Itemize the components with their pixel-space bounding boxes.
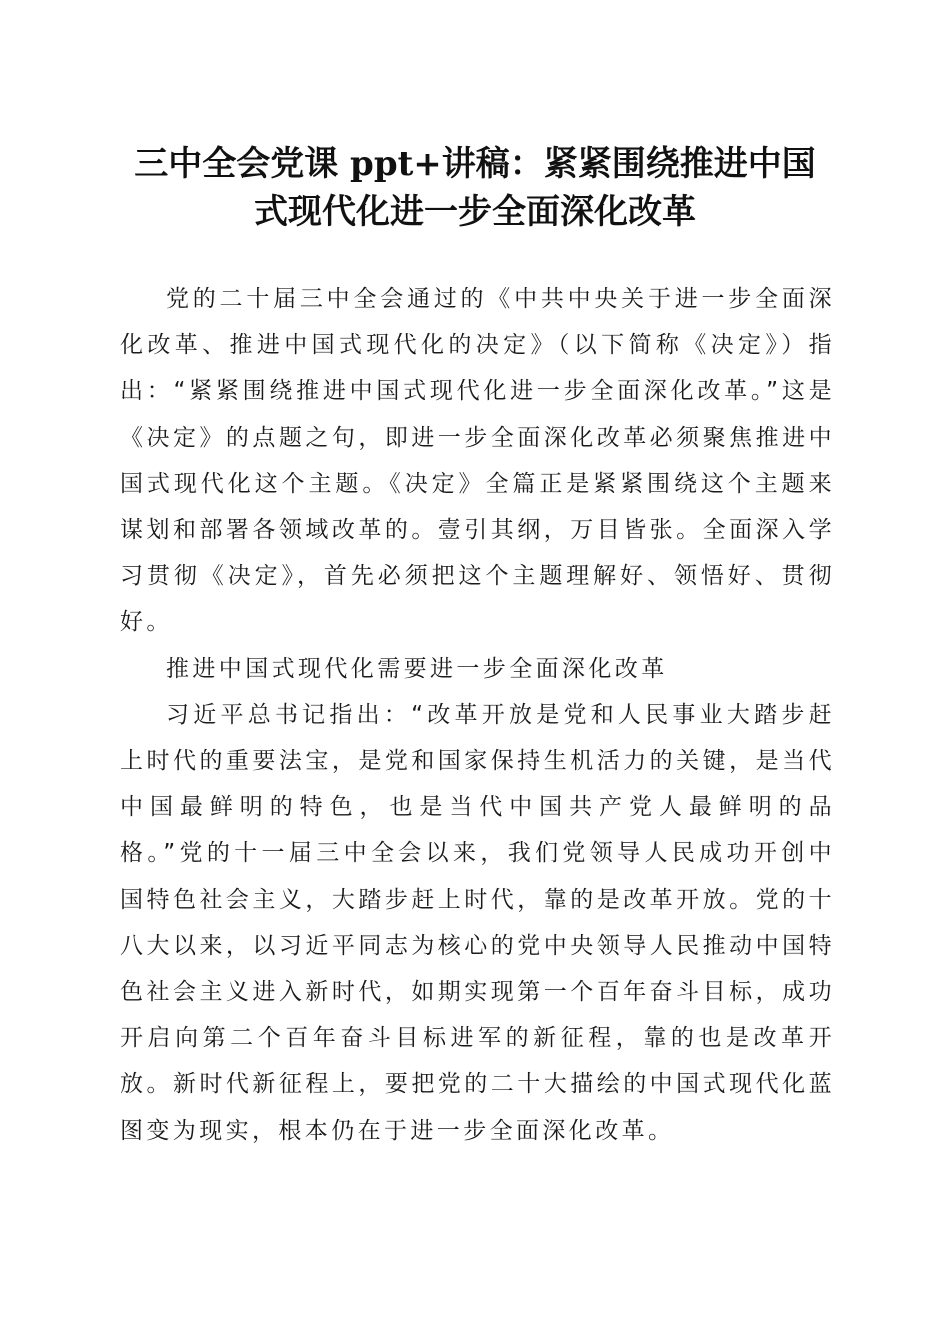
title-line-2: 式现代化进一步全面深化改革	[254, 192, 696, 232]
title-line-1: 三中全会党课 ppt+讲稿：紧紧围绕推进中国	[134, 144, 816, 184]
paragraph-intro: 党的二十届三中全会通过的《中共中央关于进一步全面深化改革、推进中国式现代化的决定》（以下简称《决定》）指出：“紧紧围绕推进中国式现代化进一步全面深化改革。”这是《决定》的点题之句，即进一步全面深化改革必须聚焦推进中国式现代化这个主题。《决定》全篇正是紧紧围绕这个主题来谋划和部署各领域改革的。壹引其纲，万目皆张。全面深入学习贯彻《决定》，首先必须把这个主题理解好、领悟好、贯彻好。	[120, 286, 835, 636]
paragraph-reform: 习近平总书记指出：“改革开放是党和人民事业大踏步赶上时代的重要法宝，是党和国家保持生机活力的关键，是当代中国最鲜明的特色，也是当代中国共产党人最鲜明的品格。”党的十一届三中全会以来，我们党领导人民成功开创中国特色社会主义，大踏步赶上时代，靠的是改革开放。党的十八大以来，以习近平同志为核心的党中央领导人民推动中国特色社会主义进入新时代，如期实现第一个百年奋斗目标，成功开启向第二个百年奋斗目标进军的新征程，靠的也是改革开放。新时代新征程上，要把党的二十大描绘的中国式现代化蓝图变为现实，根本仍在于进一步全面深化改革。	[120, 701, 835, 1144]
document-body	[120, 276, 835, 1154]
document-title	[100, 140, 850, 236]
section-heading: 推进中国式现代化需要进一步全面深化改革	[166, 655, 668, 682]
